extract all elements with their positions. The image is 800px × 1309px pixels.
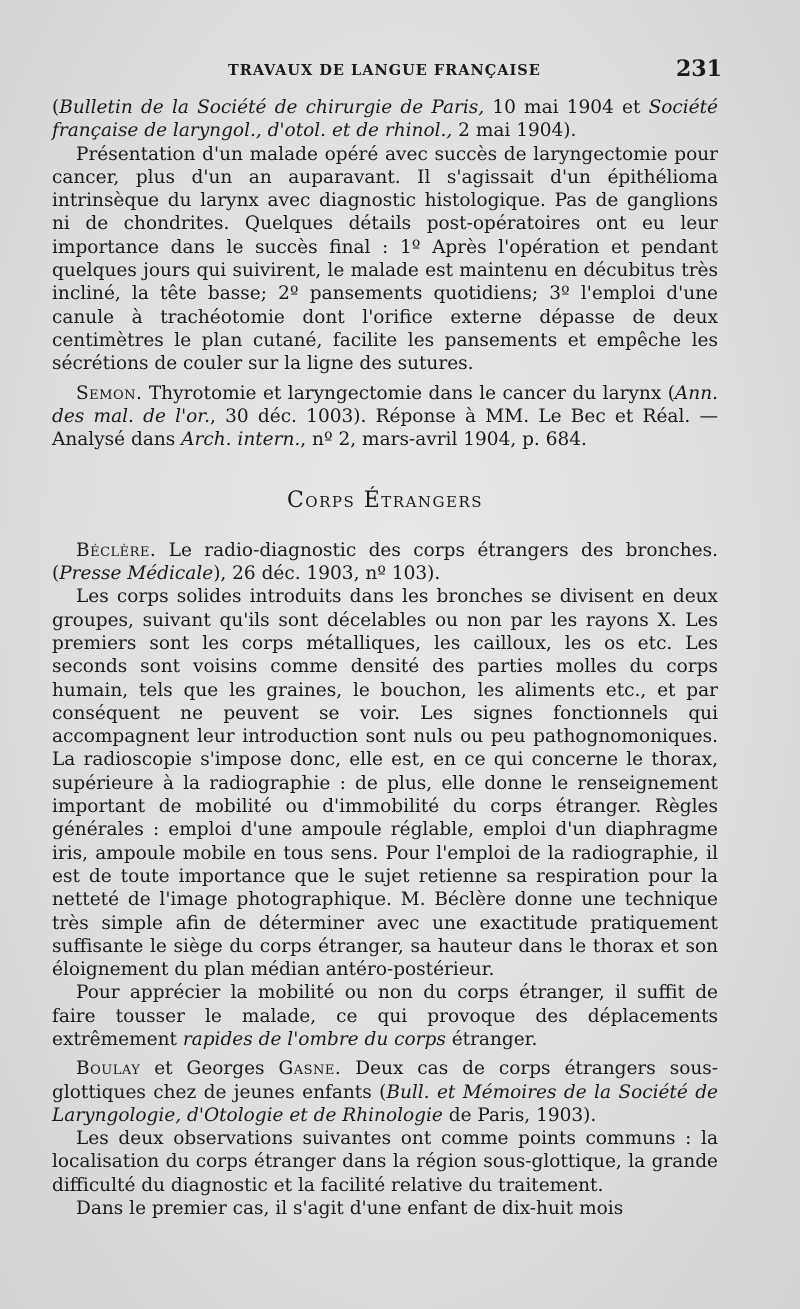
abstract-paragraph: Présentation d'un malade opéré avec succès de laryngectomie pour cancer, plus d'un an auparavant. Il s'agissait d'un épithélioma intrinsèque du larynx avec diagnostic histologique. Pas de ganglions ni de chondrites. Quelques détails post-opératoires ont eu leur importance dans le succès final : 1º Après l'opération et pendant quelques jours qui suivirent, le malade est maintenu en décubitus très incliné, la tête basse; 2º pansements quotidiens; 3º l'emploi d'une canule à trachéotomie dont l'orifice externe dépasse de deux centimètres le plan cutané, facilite les pansements et empêche les sécrétions de couler sur la ligne des sutures. — [52, 143, 718, 375]
journal-name: Presse Médicale — [59, 563, 214, 585]
journal-name: Ann. des mal. de l'or. — [52, 382, 718, 427]
journal-name: Bulletin de la Société de chirurgie de Paris, — [59, 97, 485, 118]
page-number: 231 — [676, 56, 722, 82]
section-title: Corps Étrangers — [286, 488, 484, 514]
journal-name: Bull. et Mémoires de la Société de Laryngologie, d'Otologie et de Rhinologie — [52, 1081, 718, 1126]
author-name: Boulay — [76, 1058, 141, 1080]
author-name: Semon. — [76, 382, 143, 404]
author-name: Béclère. — [76, 539, 157, 561]
bibliography-entry: Boulay et Georges Gasne. Deux cas de corps étrangers sous-glottiques chez de jeunes enfants (Bull. et Mémoires de la Société de Laryngologie, d'Otologie et de Rhinologie de Paris, 1903). — [52, 1058, 718, 1126]
author-name: Gasne. — [278, 1058, 342, 1080]
body-text — [52, 96, 718, 1220]
reference-continuation: (Bulletin de la Société de chirurgie de Paris, 10 mai 1904 et Société française de laryngol., d'otol. et de rhinol., 2 mai 1904). — [52, 97, 718, 142]
bibliography-entry: Semon. Thyrotomie et laryngectomie dans le cancer du larynx (Ann. des mal. de l'or., 30 déc. 1003). Réponse à MM. Le Bec et Réal. — Analysé dans Arch. intern., nº 2, mars-avril 1904, p. 684. — [52, 382, 718, 451]
abstract-paragraph: Dans le premier cas, il s'agit d'une enfant de dix-huit mois — [76, 1198, 624, 1220]
abstract-paragraph: Les deux observations suivantes ont comme points communs : la localisation du corps étranger dans la région sous-glottique, la grande difficulté du diagnostic et la facilité relative du traitement. — [52, 1128, 718, 1196]
abstract-paragraph: Pour apprécier la mobilité ou non du corps étranger, il suffit de faire tousser le malade, ce qui provoque des déplacements extrêmement rapides de l'ombre du corps étranger. — [52, 982, 718, 1050]
journal-name: Société française de laryngol., d'otol. et de rhinol., — [52, 97, 718, 142]
page-header — [0, 56, 800, 88]
running-title: TRAVAUX DE LANGUE FRANÇAISE — [228, 62, 541, 79]
bibliography-entry: Béclère. Le radio-diagnostic des corps étrangers des bronches. (Presse Médicale), 26 déc. 1903, nº 103). — [52, 539, 718, 585]
journal-name: Arch. intern. — [181, 429, 301, 451]
abstract-paragraph: Les corps solides introduits dans les bronches se divisent en deux groupes, suivant qu'ils sont décelables ou non par les rayons X. Les premiers sont les corps métalliques, les cailloux, les os etc. Les seconds sont voisins comme densité des parties molles du corps humain, tels que les graines, le bouchon, les aliments etc., et par conséquent ne peuvent se voir. Les signes fonctionnels qui accompagnent leur introduction sont nuls ou peu pathognomoniques. La radioscopie s'impose donc, elle est, en ce qui concerne le thorax, supérieure à la radiographie : de plus, elle donne le renseignement important de mobilité ou d'immobilité du corps étranger. Règles générales : emploi d'une ampoule réglable, emploi d'un diaphragme iris, ampoule mobile en tous sens. Pour l'emploi de la radiographie, il est de toute importance que le sujet retienne sa respiration pour la netteté de l'image photographique. M. Béclère donne une technique très simple afin de déterminer avec une exactitude pratiquement suffisante le siège du corps étranger, sa hauteur dans le thorax et son éloignement du plan médian antéro-postérieur. — [52, 586, 718, 981]
